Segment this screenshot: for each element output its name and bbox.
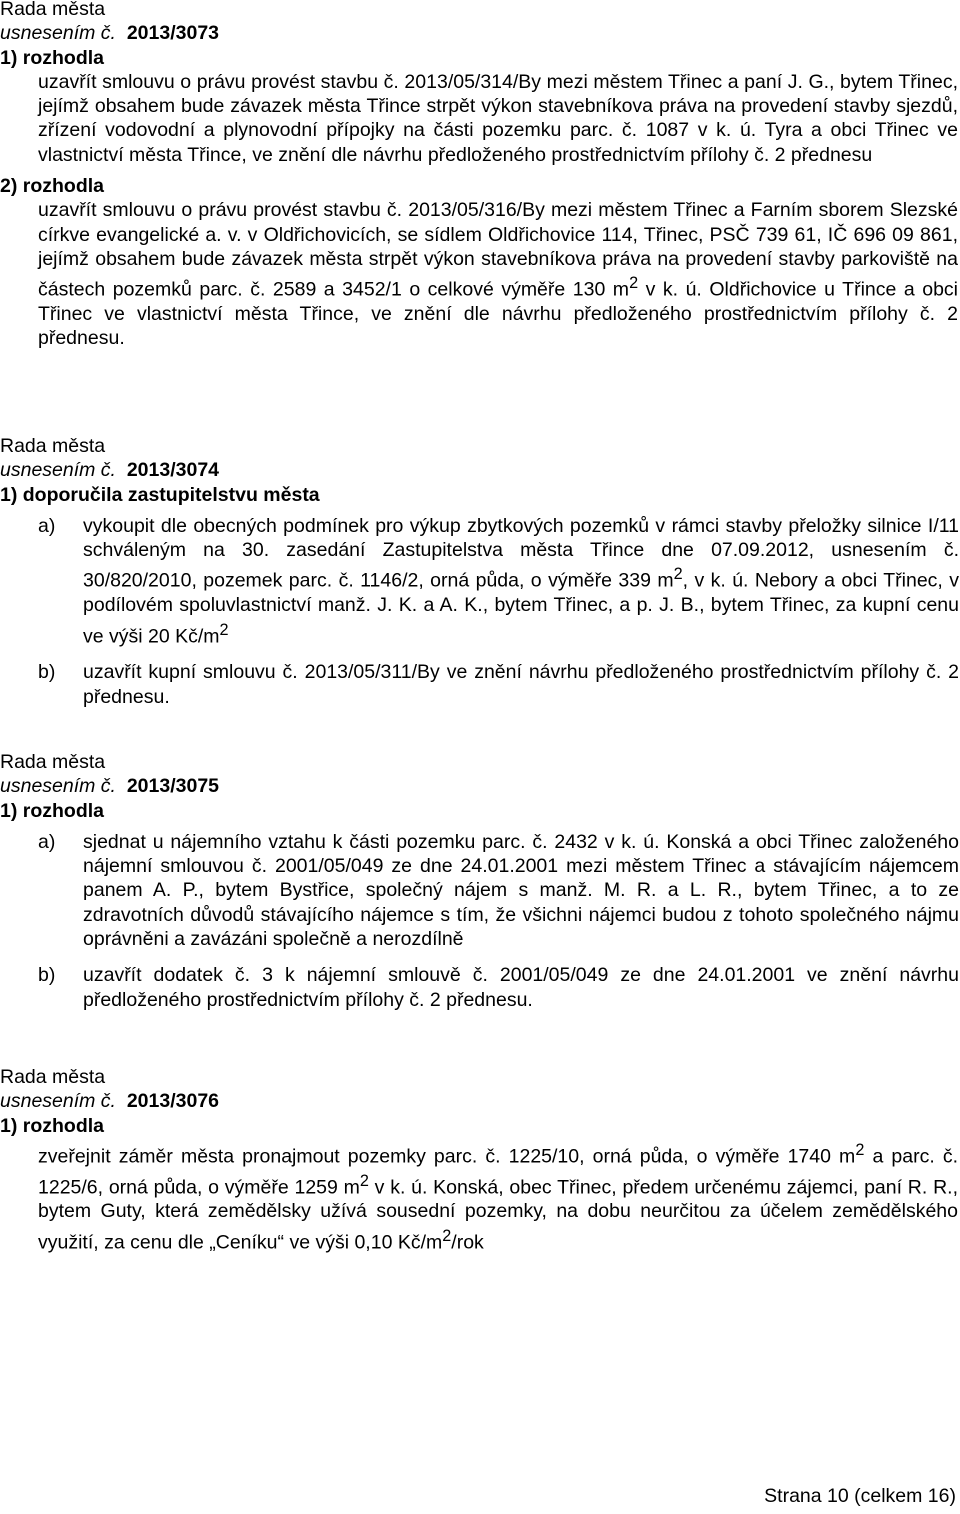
list-item [0, 660, 960, 709]
item-heading: 1) doporučila zastupitelstvu města [0, 483, 320, 506]
resolution-header [0, 21, 960, 45]
resolution-2013-3075 [0, 750, 960, 1012]
resolution-number: 2013/3073 [126, 22, 220, 45]
council-label: Rada města [0, 751, 106, 773]
item-heading: 2) rozhodla [0, 175, 105, 198]
list-text: sjednat u nájemního vztahu k části pozemku parc. č. 2432 v k. ú. Konská a obci Třinec založeného nájemní smlouvou č. 2001/05/049 ze dne 24.01.2001 mezi městem Třinec a stávajícím nájemcem panem A. P., bytem Bystřice, společný nájem s manž. M. R. a L. R., bytem Třinec, a to ze zdravotních důvodů stávajícího nájemce s tím, že všichni nájemci budou z tohoto společného nájmu oprávněni a zavázáni společně a nerozdílně [83, 830, 959, 951]
resolution-label: usnesením č. [0, 22, 116, 45]
item-heading: 1) rozhodla [0, 46, 105, 69]
resolution-label: usnesením č. [0, 1090, 116, 1113]
council-label: Rada města [0, 1066, 106, 1088]
list-letter: a) [38, 830, 56, 853]
resolution-number: 2013/3075 [126, 775, 220, 798]
item-text: uzavřít smlouvu o právu provést stavbu č. 2013/05/314/By mezi městem Třinec a paní J. G., bytem Třinec, jejímž obsahem bude závazek města Třince strpět výkon stavebníkova práva na provedení stavby sjezdů, zřízení vodovodní a plynovodní přípojky na části pozemku parc. č. 1087 v k. ú. Tyra a obci Třinec ve vlastnictví města Třince, ve znění dle návrhu předloženého prostřednictvím přílohy č. 2 přednesu [38, 70, 958, 166]
resolution-header [0, 1089, 960, 1113]
resolution-header [0, 774, 960, 798]
list-text: vykoupit dle obecných podmínek pro výkup zbytkových pozemků v rámci stavby přeložky silnice I/11 schváleným na 30. zasedání Zastupitelstva města Třince dne 07.09.2012, usnesením č. 30/820/2010, pozemek parc. č. 1146/2, orná půda, o výměře 339 $m^2$, v k. ú. Nebory a obci Třinec, v podílovém spoluvlastnictví manž. J. K. a A. K., bytem Třinec, a p. J. B., bytem Třinec, za kupní cenu ve výši 20 $Kč/m^2$ [83, 514, 959, 648]
resolution-header [0, 458, 960, 482]
list-item [0, 514, 960, 648]
council-label: Rada města [0, 0, 106, 20]
item-text: uzavřít smlouvu o právu provést stavbu č. 2013/05/316/By mezi městem Třinec a Farním sborem Slezské církve evangelické a. v. v Oldřichovicích, se sídlem Oldřichovice 114, Třinec, PSČ 739 61, IČ 696 09 861, jejímž obsahem bude závazek města strpět výkon stavebníkova práva na provedení stavby parkoviště na částech pozemků parc. č. 2589 a 3452/1 o celkové výměře 130 $m^2$ v k. ú. Oldřichovice u Třince a obci Třinec ve vlastnictví města Třince, ve znění dle návrhu předloženého prostřednictvím přílohy č. 2 přednesu. [38, 199, 958, 350]
list-letter: b) [38, 661, 56, 684]
item-heading: 1) rozhodla [0, 799, 105, 822]
list-item [0, 830, 960, 951]
page-number: Strana 10 (celkem 16) [764, 1485, 956, 1507]
list-text: uzavřít dodatek č. 3 k nájemní smlouvě č. 2001/05/049 ze dne 24.01.2001 ve znění návrhu předloženého prostřednictvím přílohy č. 2 přednesu. [83, 964, 959, 1011]
resolution-number: 2013/3076 [126, 1090, 220, 1113]
list-letter: b) [38, 964, 56, 987]
resolution-2013-3074 [0, 434, 960, 709]
resolution-number: 2013/3074 [126, 459, 220, 482]
list-letter: a) [38, 514, 56, 537]
item-heading: 1) rozhodla [0, 1114, 105, 1137]
council-label: Rada města [0, 435, 106, 457]
resolution-label: usnesením č. [0, 775, 116, 798]
list-item [0, 963, 960, 1012]
resolution-label: usnesením č. [0, 459, 116, 482]
item-text: zveřejnit záměr města pronajmout pozemky parc. č. 1225/10, orná půda, o výměře 1740 $m^2$ a parc. č. 1225/6, orná půda, o výměře 1259 $m^2$ v k. ú. Konská, obec Třinec, předem určenému zájemci, paní R. R., bytem Guty, která zemědělsky užívá sousední pozemky, na dobu neurčitou za účelem zemědělského využití, za cenu dle „Ceníku“ ve výši 0,10 $Kč/m^2$/rok [38, 1140, 958, 1254]
list-text: uzavřít kupní smlouvu č. 2013/05/311/By ve znění návrhu předloženého prostřednictvím přílohy č. 2 přednesu. [83, 661, 959, 708]
resolution-2013-3073 [0, 0, 960, 351]
resolution-2013-3076 [0, 1065, 960, 1255]
